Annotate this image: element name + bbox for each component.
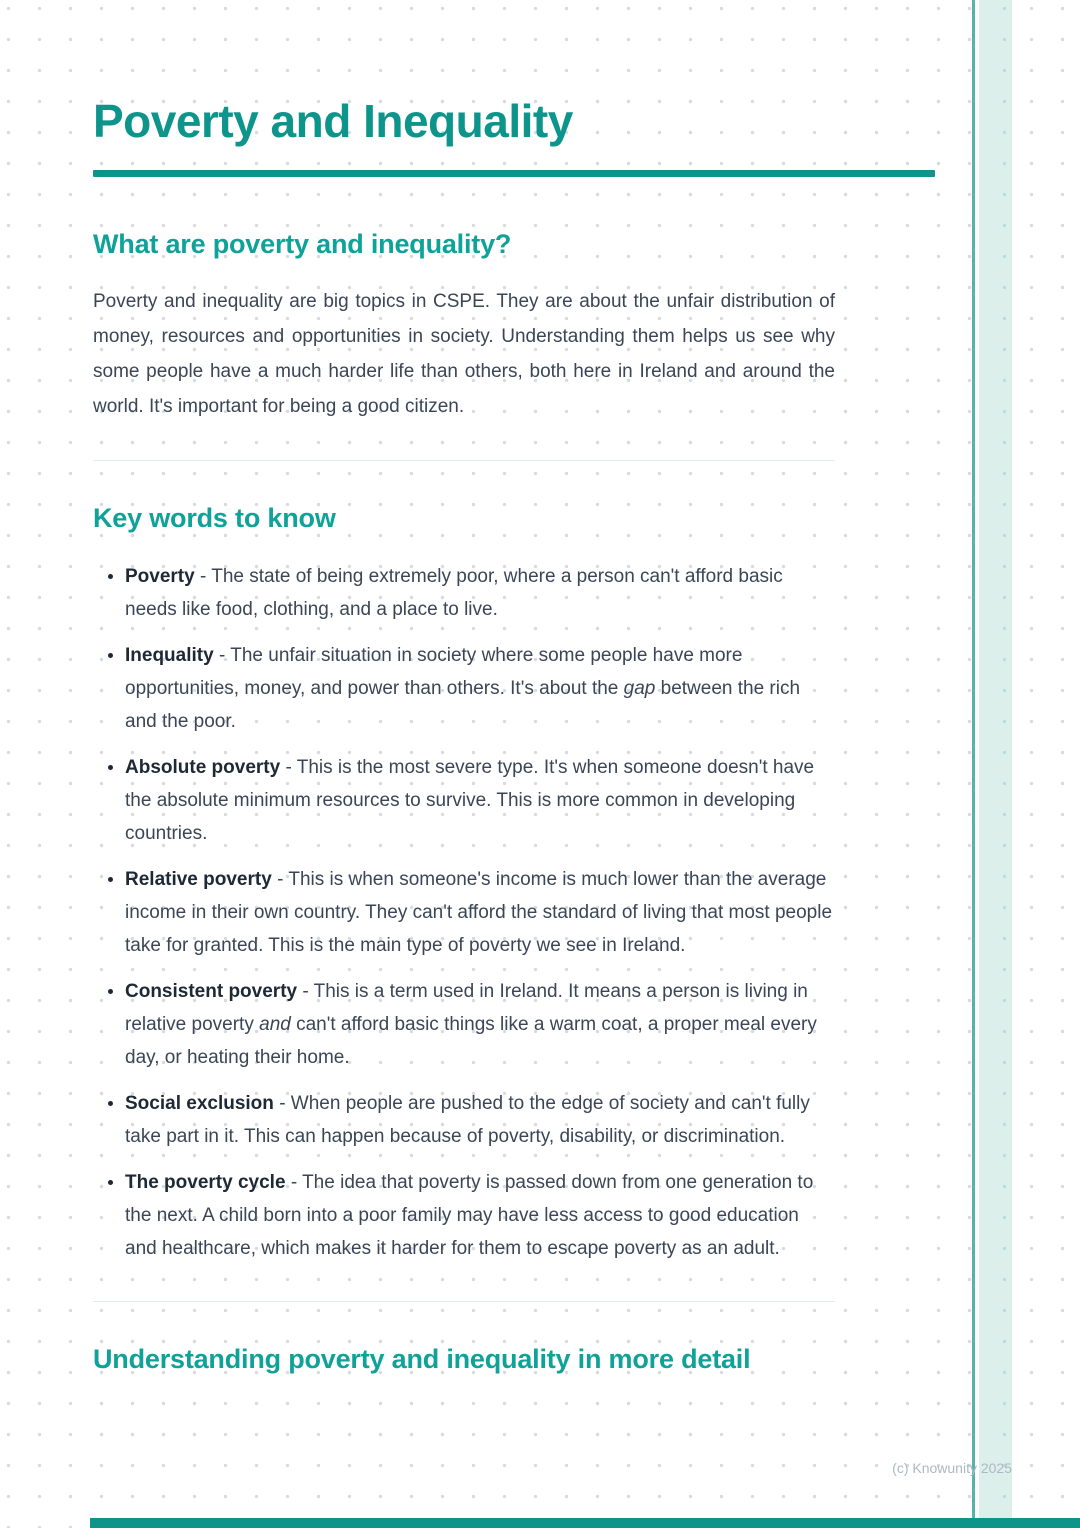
keyword-term: Social exclusion [125,1092,274,1114]
footer-watermark: (c) Knowunity 2025 [892,1460,1012,1476]
keyword-definition-segment: and [259,1013,291,1035]
keyword-definition-segment: - The state of being extremely poor, where a person can't afford basic needs like food, clothing, and a place to live. [125,565,783,620]
keyword-term: Relative poverty [125,868,272,890]
keyword-definition-segment: - This is a term used in Ireland. It means a person is living in relative poverty [125,980,808,1035]
keyword-definition-segment: - When people are pushed to the edge of society and can't fully take part in it. This can happen because of poverty, disability, or discrimination. [125,1092,810,1147]
keyword-definition-segment: - This is the most severe type. It's when someone doesn't have the absolute minimum resources to survive. This is more common in developing countries. [125,756,815,844]
intro-paragraph: Poverty and inequality are big topics in CSPE. They are about the unfair distribution of money, resources and opportunities in society. Understanding them helps us see why some people have a much harder life than others, both here in Ireland and around the world. It's important for being a good citizen. [93,290,835,417]
keyword-item [125,751,835,850]
keyword-term: Poverty [125,565,195,587]
bottom-accent-bar [90,1518,1080,1528]
keyword-definition-segment: - The idea that poverty is passed down from one generation to the next. A child born into a poor family may have less access to good education and healthcare, which makes it harder for them to escape poverty as an adult. [125,1171,814,1259]
page-title: Poverty and Inequality [93,95,573,147]
section-divider [93,1301,835,1302]
right-accent-line [972,0,975,1528]
keyword-list [93,560,835,1265]
keyword-term: Consistent poverty [125,980,298,1002]
keyword-term: The poverty cycle [125,1171,286,1193]
keyword-term: Inequality [125,644,214,666]
title-underline-rule [93,170,935,177]
keyword-definition-segment: between the rich and the poor. [125,677,801,732]
section-heading-keywords: Key words to know [93,502,336,533]
section-heading-detail: Understanding poverty and inequality in more detail [93,1343,751,1374]
keyword-item [125,1087,835,1153]
keyword-definition-segment: - The unfair situation in society where some people have more opportunities, money, and power than others. It's about the [125,644,743,699]
right-accent-stripe [979,0,1012,1528]
keyword-item [125,863,835,962]
keyword-item [125,639,835,738]
keyword-definition-segment: gap [623,677,656,699]
section-heading-intro: What are poverty and inequality? [93,228,512,259]
keyword-definition-segment: can't afford basic things like a warm coat, a proper meal every day, or heating their home. [125,1013,817,1068]
keyword-item [125,975,835,1074]
keyword-item [125,1166,835,1265]
keyword-definition-segment: - This is when someone's income is much lower than the average income in their own country. They can't afford the standard of living that most people take for granted. This is the main type of poverty we see in Ireland. [125,868,833,956]
section-divider [93,460,835,461]
keyword-term: Absolute poverty [125,756,281,778]
keyword-item [125,560,835,626]
